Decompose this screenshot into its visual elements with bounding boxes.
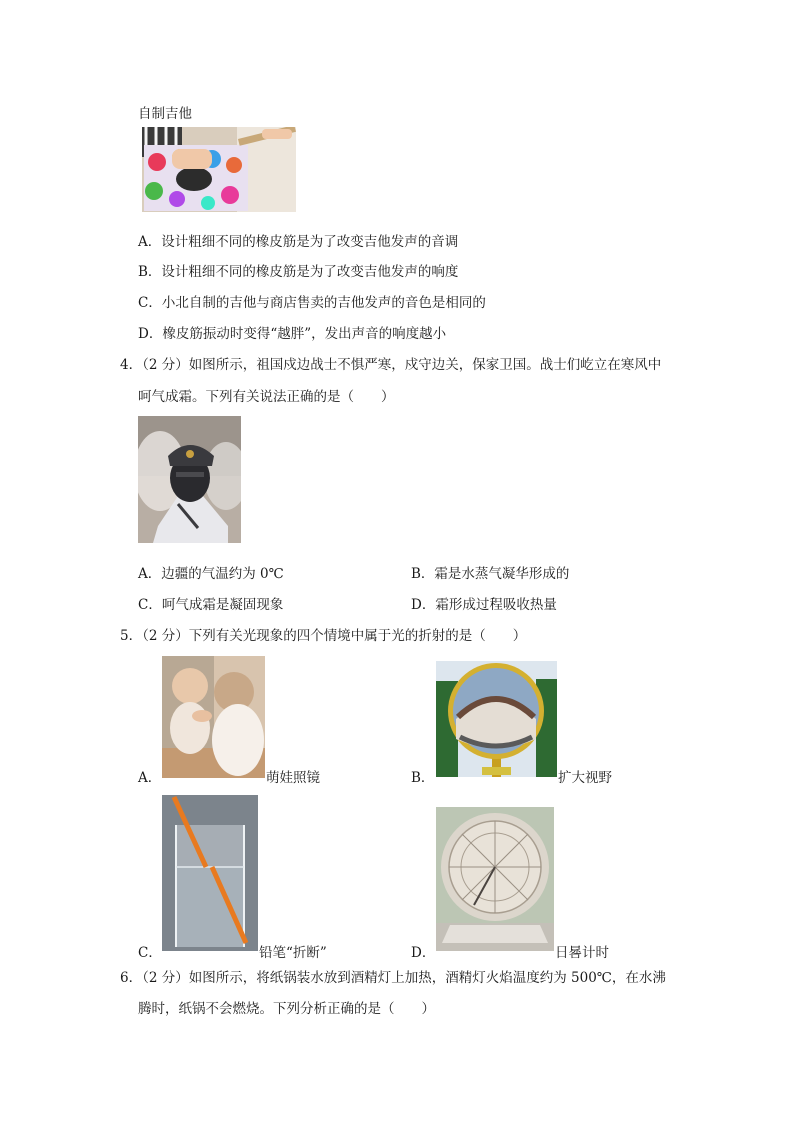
sundial-photo xyxy=(436,807,554,951)
q3-image-caption: 自制吉他 xyxy=(138,106,192,122)
soldier-frost-photo xyxy=(138,416,241,543)
q6-stem-line2: 腾时，纸锅不会燃烧。下列分析正确的是（ ） xyxy=(138,1001,435,1017)
q4-option-a[interactable]: A．边疆的气温约为 0℃ xyxy=(138,566,284,582)
q5-option-b-letter[interactable]: B． xyxy=(411,770,435,786)
baby-mirror-photo xyxy=(162,656,265,778)
q6-stem-line1: 6．（2 分）如图所示，将纸锅装水放到酒精灯上加热，酒精灯火焰温度约为 500℃，在水沸 xyxy=(120,970,666,986)
convex-mirror-photo xyxy=(436,661,557,777)
q5-option-d-letter[interactable]: D． xyxy=(411,945,436,961)
q5-option-d-caption: 日晷计时 xyxy=(555,945,609,961)
q4-option-c[interactable]: C．呵气成霜是凝固现象 xyxy=(138,597,284,613)
q3-option-a[interactable]: A．设计粗细不同的橡皮筋是为了改变吉他发声的音调 xyxy=(138,234,459,250)
q4-stem-line1: 4．（2 分）如图所示，祖国戍边战士不惧严寒，戍守边关，保家卫国。战士们屹立在寒风中 xyxy=(120,357,662,373)
q5-option-a-caption: 萌娃照镜 xyxy=(266,770,320,786)
homemade-guitar-photo xyxy=(142,127,296,212)
q5-option-a-letter[interactable]: A． xyxy=(138,770,162,786)
q3-option-c[interactable]: C．小北自制的吉他与商店售卖的吉他发声的音色是相同的 xyxy=(138,295,486,311)
pencil-in-water-photo xyxy=(162,795,258,951)
q4-option-b[interactable]: B．霜是水蒸气凝华形成的 xyxy=(411,566,570,582)
q4-stem-line2: 呵气成霜。下列有关说法正确的是（ ） xyxy=(138,389,395,405)
q5-option-b-caption: 扩大视野 xyxy=(558,770,612,786)
q5-stem: 5．（2 分）下列有关光现象的四个情境中属于光的折射的是（ ） xyxy=(120,628,527,644)
q3-option-b[interactable]: B．设计粗细不同的橡皮筋是为了改变吉他发声的响度 xyxy=(138,264,459,280)
q5-option-c-caption: 铅笔“折断” xyxy=(259,945,327,961)
q4-option-d[interactable]: D．霜形成过程吸收热量 xyxy=(411,597,557,613)
q3-option-d[interactable]: D．橡皮筋振动时变得“越胖”，发出声音的响度越小 xyxy=(138,326,447,342)
q5-option-c-letter[interactable]: C． xyxy=(138,945,162,961)
